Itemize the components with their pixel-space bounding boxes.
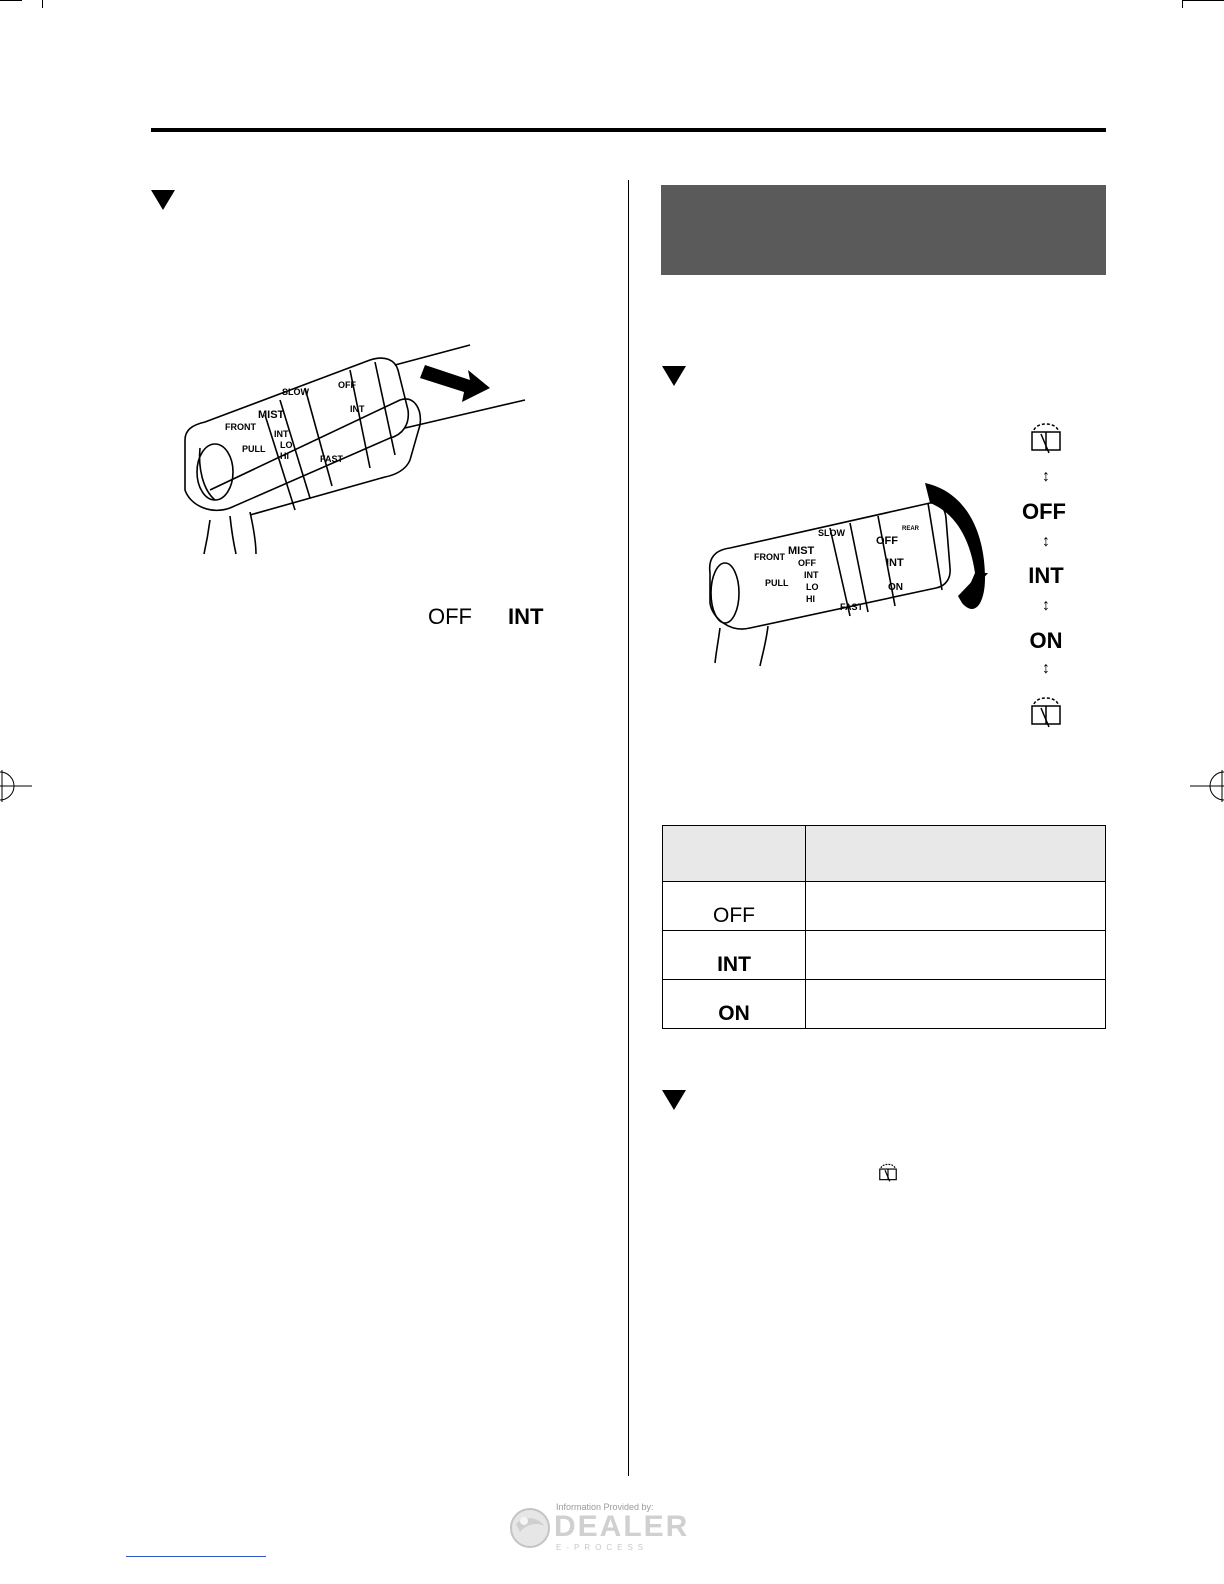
mode-cell-off: OFF [663,882,806,931]
section-marker-triangle [151,190,175,210]
svg-text:PULL: PULL [242,444,266,454]
footer-link-underline [126,1556,266,1557]
wiper-lever-rotate-illustration [700,478,1000,668]
svg-text:HI: HI [806,594,815,604]
svg-text:INT: INT [804,570,819,580]
int-label: INT [508,604,544,629]
table-row [663,882,1106,931]
description-cell [806,980,1106,1029]
svg-text:FRONT: FRONT [754,552,785,562]
svg-text:LO: LO [806,582,819,592]
svg-text:REAR: REAR [902,526,920,532]
rear-washer-icon [1029,694,1063,728]
column-divider [628,180,629,1476]
wiper-lever-pull-illustration [170,340,530,555]
svg-text:SLOW: SLOW [282,387,309,397]
updown-arrow-icon: ↕ [1042,660,1050,677]
svg-text:MIST: MIST [788,545,815,557]
svg-text:INT: INT [274,429,289,439]
footer-brand-sub: E-PROCESS [556,1543,649,1552]
svg-text:HI: HI [280,451,289,461]
svg-text:OFF: OFF [798,558,816,568]
crop-mark-top-right-v [1182,0,1183,8]
description-cell [806,882,1106,931]
svg-text:LO: LO [280,440,293,450]
section-header-banner [661,185,1106,275]
table-row [663,931,1106,980]
registration-mark-left [0,768,34,804]
svg-text:SLOW: SLOW [818,528,845,538]
rear-position-off: OFF [1022,499,1066,524]
section-marker-triangle [662,1090,686,1110]
table-header-row [663,826,1106,882]
table-header-cell [806,826,1106,882]
off-label: OFF [428,604,472,629]
svg-text:MIST: MIST [258,409,285,421]
mode-cell-on: ON [663,980,806,1029]
updown-arrow-icon: ↕ [1042,468,1050,485]
crop-mark-top-right [1182,0,1224,1]
svg-text:FRONT: FRONT [225,422,256,432]
svg-text:FAST: FAST [320,454,344,464]
crop-mark-top-left-v [42,0,43,8]
rear-position-int: INT [1028,563,1064,588]
crop-mark-top-left [0,0,22,1]
footer-provided-by: Information Provided by: [556,1502,654,1512]
rear-wiper-mode-table [662,825,1106,1029]
rear-washer-icon [1029,420,1063,454]
svg-text:INT: INT [350,404,365,414]
svg-text:FAST: FAST [840,602,864,612]
svg-text:INT: INT [886,557,904,569]
registration-mark-right [1186,768,1224,804]
rear-position-on: ON [1029,628,1063,653]
svg-text:OFF: OFF [338,380,356,390]
updown-arrow-icon: ↕ [1042,533,1050,550]
table-header-cell [663,826,806,882]
svg-text:OFF: OFF [876,535,898,547]
description-cell [806,931,1106,980]
dealer-globe-logo [508,1506,552,1550]
rear-washer-inline-icon [878,1162,898,1182]
section-marker-triangle [662,366,686,386]
svg-text:ON: ON [888,582,903,593]
footer-brand: DEALER [554,1510,690,1543]
mode-cell-int: INT [663,931,806,980]
svg-text:PULL: PULL [765,578,789,588]
updown-arrow-icon: ↕ [1042,597,1050,614]
header-rule [151,128,1106,132]
table-row [663,980,1106,1029]
